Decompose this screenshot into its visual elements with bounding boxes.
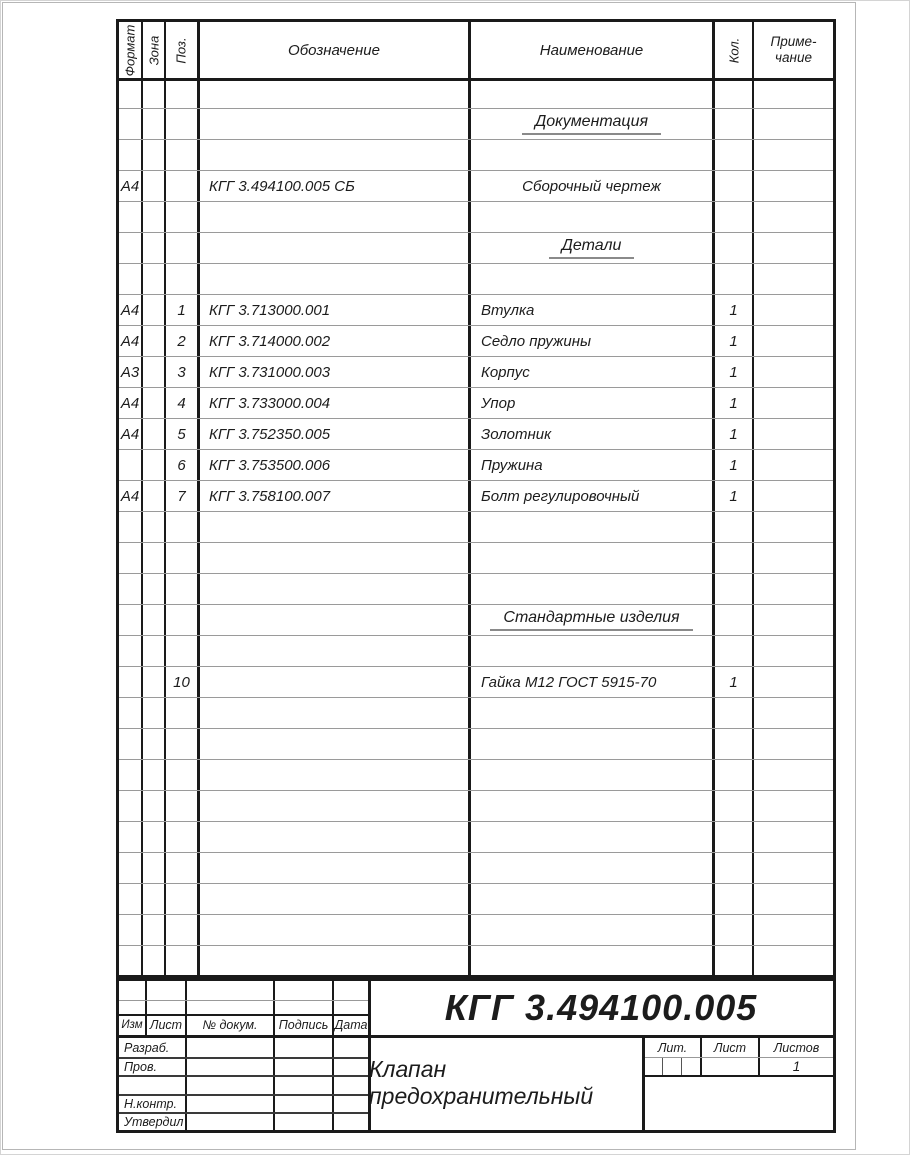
spec-cell-note: [754, 326, 833, 356]
spec-cell-note: [754, 543, 833, 573]
spec-cell-pos: 2: [177, 332, 186, 350]
spec-cell-designation: КГГ 3.752350.005: [209, 425, 331, 443]
spec-cell-zone: [143, 543, 164, 573]
spec-cell-pos: [166, 605, 197, 635]
spec-row-6: [119, 233, 833, 264]
spec-cell-note: [754, 915, 833, 945]
spec-cell-pos: [166, 171, 197, 201]
tb-lit-subline-1: [662, 1057, 663, 1075]
spec-cell-pos: 10: [173, 673, 190, 691]
spec-row-19: [119, 636, 833, 667]
tb-label-sheet: Лист: [713, 1040, 747, 1055]
spec-cell-designation: КГГ 3.713000.001: [209, 301, 331, 319]
spec-cell-pos: [166, 233, 197, 263]
spec-cell-name: Золотник: [481, 425, 552, 443]
spec-row-10: [119, 357, 833, 388]
spec-cell-designation: [200, 853, 468, 883]
spec-cell-format: [119, 543, 141, 573]
spec-row-28: [119, 915, 833, 946]
spec-cell-qty: [715, 698, 752, 728]
spec-row-8: [119, 295, 833, 326]
spec-cell-qty: [715, 946, 752, 980]
spec-cell-name: [471, 78, 712, 108]
spec-header-format: Формат: [122, 24, 138, 76]
spec-cell-note: [754, 667, 833, 697]
spec-cell-note: [754, 760, 833, 790]
spec-cell-format: А4: [120, 301, 140, 319]
spec-row-5: [119, 202, 833, 233]
tb-header-list: Лист: [149, 1018, 183, 1032]
spec-cell-qty: [715, 171, 752, 201]
spec-cell-format: [119, 946, 141, 980]
spec-cell-format: [119, 853, 141, 883]
spec-cell-name: [471, 915, 712, 945]
spec-cell-format: [119, 264, 141, 294]
spec-cell-zone: [143, 326, 164, 356]
spec-cell-qty: 1: [729, 301, 738, 319]
spec-cell-note: [754, 78, 833, 108]
spec-cell-format: [119, 109, 141, 139]
spec-cell-designation: [200, 233, 468, 263]
spec-cell-designation: [200, 78, 468, 108]
spec-cell-name: [471, 202, 712, 232]
spec-cell-qty: [715, 605, 752, 635]
spec-cell-format: А4: [120, 425, 140, 443]
spec-cell-format: [119, 636, 141, 666]
spec-cell-zone: [143, 636, 164, 666]
spec-cell-zone: [143, 357, 164, 387]
spec-cell-name: [471, 822, 712, 852]
spec-cell-designation: [200, 946, 468, 980]
spec-cell-format: [119, 140, 141, 170]
document-title: Клапан предохранительный: [369, 1055, 594, 1109]
tb-label-prov: Пров.: [124, 1060, 157, 1074]
spec-row-14: [119, 481, 833, 512]
spec-cell-note: [754, 636, 833, 666]
spec-cell-designation: [200, 822, 468, 852]
spec-cell-format: [119, 202, 141, 232]
spec-cell-zone: [143, 853, 164, 883]
spec-cell-zone: [143, 419, 164, 449]
spec-cell-format: А4: [120, 332, 140, 350]
spec-cell-note: [754, 791, 833, 821]
spec-cell-qty: [715, 574, 752, 604]
spec-row-7: [119, 264, 833, 295]
tb-line-list-dokum: [185, 981, 187, 1130]
spec-cell-designation: КГГ 3.714000.002: [209, 332, 331, 350]
spec-cell-qty: 1: [729, 487, 738, 505]
spec-row-23: [119, 760, 833, 791]
spec-cell-format: [119, 450, 141, 480]
spec-cell-qty: [715, 884, 752, 914]
spec-cell-qty: [715, 233, 752, 263]
spec-cell-pos: 1: [177, 301, 186, 319]
spec-cell-note: [754, 574, 833, 604]
spec-cell-pos: 4: [177, 394, 186, 412]
spec-cell-format: [119, 667, 141, 697]
spec-row-4: [119, 171, 833, 202]
spec-cell-pos: [166, 915, 197, 945]
spec-cell-pos: 7: [177, 487, 186, 505]
spec-cell-pos: [166, 574, 197, 604]
spec-cell-format: [119, 791, 141, 821]
spec-cell-qty: 1: [729, 425, 738, 443]
spec-cell-pos: [166, 264, 197, 294]
spec-cell-zone: [143, 698, 164, 728]
spec-cell-name: [471, 853, 712, 883]
tb-header-izm: Изм: [121, 1019, 143, 1031]
spec-cell-qty: [715, 109, 752, 139]
spec-cell-name: Упор: [481, 394, 516, 412]
spec-cell-designation: [200, 636, 468, 666]
spec-cell-note: [754, 264, 833, 294]
tb-header-dokum: № докум.: [202, 1018, 258, 1032]
spec-cell-format: [119, 884, 141, 914]
spec-cell-note: [754, 946, 833, 980]
spec-cell-name: [471, 109, 712, 139]
spec-cell-pos: [166, 946, 197, 980]
tb-label-sheets: Листов: [773, 1040, 820, 1055]
spec-cell-qty: [715, 729, 752, 759]
spec-cell-zone: [143, 729, 164, 759]
spec-cell-name: Гайка М12 ГОСТ 5915-70: [481, 673, 657, 691]
spec-cell-note: [754, 884, 833, 914]
spec-table: [116, 19, 836, 978]
spec-cell-name: [471, 574, 712, 604]
spec-cell-zone: [143, 171, 164, 201]
spec-cell-zone: [143, 915, 164, 945]
spec-cell-qty: [715, 78, 752, 108]
spec-cell-note: [754, 729, 833, 759]
spec-cell-name: [471, 636, 712, 666]
spec-cell-name: Сборочный чертеж: [522, 177, 661, 195]
title-block: [116, 978, 836, 1133]
spec-cell-pos: [166, 109, 197, 139]
spec-cell-designation: [200, 729, 468, 759]
spec-row-18: [119, 605, 833, 636]
spec-row-26: [119, 853, 833, 884]
spec-cell-qty: [715, 543, 752, 573]
spec-row-15: [119, 512, 833, 543]
spec-cell-format: [119, 512, 141, 542]
spec-cell-pos: [166, 822, 197, 852]
spec-cell-name: [471, 605, 712, 635]
tb-value-sheets: 1: [792, 1059, 801, 1074]
tb-label-nkontr: Н.контр.: [124, 1097, 177, 1111]
spec-cell-pos: [166, 512, 197, 542]
spec-cell-format: А3: [120, 363, 140, 381]
spec-cell-qty: 1: [729, 363, 738, 381]
tb-line-under-lit-values: [645, 1075, 833, 1077]
spec-row-22: [119, 729, 833, 760]
spec-header-note: Приме- чание: [770, 33, 817, 65]
spec-row-27: [119, 884, 833, 915]
spec-cell-zone: [143, 109, 164, 139]
spec-cell-zone: [143, 78, 164, 108]
spec-cell-name: [471, 543, 712, 573]
spec-cell-note: [754, 171, 833, 201]
spec-cell-qty: 1: [729, 332, 738, 350]
spec-cell-name: [471, 729, 712, 759]
spec-cell-zone: [143, 264, 164, 294]
spec-cell-format: [119, 698, 141, 728]
spec-row-2: [119, 109, 833, 140]
tb-lit-subline-2: [681, 1057, 682, 1075]
spec-cell-designation: [200, 202, 468, 232]
spec-header-row: [119, 22, 833, 81]
spec-cell-note: [754, 698, 833, 728]
spec-cell-name: [471, 512, 712, 542]
spec-cell-note: [754, 481, 833, 511]
spec-cell-name: Корпус: [481, 363, 530, 381]
spec-cell-zone: [143, 202, 164, 232]
spec-cell-pos: [166, 853, 197, 883]
spec-cell-qty: [715, 760, 752, 790]
spec-cell-pos: [166, 729, 197, 759]
spec-row-25: [119, 822, 833, 853]
spec-row-11: [119, 388, 833, 419]
spec-cell-name: [471, 233, 712, 263]
spec-cell-zone: [143, 481, 164, 511]
tb-label-row3: [119, 1077, 185, 1094]
spec-cell-name: [471, 140, 712, 170]
spec-cell-qty: 1: [729, 456, 738, 474]
spec-cell-note: [754, 450, 833, 480]
spec-header-pos: Поз.: [173, 36, 189, 64]
spec-cell-designation: [200, 760, 468, 790]
section-title: Стандартные изделия: [490, 609, 692, 631]
document-number: КГГ 3.494100.005: [444, 987, 758, 1028]
spec-cell-designation: КГГ 3.733000.004: [209, 394, 331, 412]
spec-cell-qty: [715, 853, 752, 883]
spec-row-9: [119, 326, 833, 357]
spec-cell-designation: [200, 109, 468, 139]
spec-cell-name: Втулка: [481, 301, 535, 319]
spec-cell-pos: [166, 543, 197, 573]
spec-cell-qty: [715, 512, 752, 542]
spec-cell-qty: [715, 822, 752, 852]
spec-cell-name: Болт регулировочный: [481, 487, 640, 505]
spec-cell-designation: [200, 605, 468, 635]
spec-cell-qty: 1: [729, 394, 738, 412]
spec-cell-qty: [715, 915, 752, 945]
spec-cell-format: А4: [120, 177, 140, 195]
spec-header-designation: Обозначение: [288, 41, 380, 59]
spec-cell-zone: [143, 388, 164, 418]
spec-cell-note: [754, 512, 833, 542]
spec-cell-format: [119, 605, 141, 635]
spec-cell-zone: [143, 140, 164, 170]
spec-cell-zone: [143, 450, 164, 480]
spec-cell-zone: [143, 822, 164, 852]
spec-cell-pos: [166, 140, 197, 170]
tb-label-razrab: Разраб.: [124, 1040, 170, 1055]
spec-row-24: [119, 791, 833, 822]
spec-cell-name: [471, 760, 712, 790]
tb-label-lit: Лит.: [657, 1040, 688, 1055]
spec-cell-pos: 6: [177, 456, 186, 474]
tb-line-dokum-podpis: [273, 981, 275, 1130]
spec-cell-name: [471, 264, 712, 294]
spec-cell-designation: [200, 791, 468, 821]
spec-cell-zone: [143, 791, 164, 821]
spec-cell-note: [754, 357, 833, 387]
spec-cell-note: [754, 295, 833, 325]
spec-cell-note: [754, 605, 833, 635]
spec-cell-designation: [200, 667, 468, 697]
spec-cell-zone: [143, 233, 164, 263]
tb-label-utverdil: Утвердил: [124, 1115, 184, 1129]
spec-row-20: [119, 667, 833, 698]
spec-cell-name: Пружина: [481, 456, 543, 474]
spec-cell-pos: 3: [177, 363, 186, 381]
spec-cell-zone: [143, 946, 164, 980]
spec-cell-designation: [200, 884, 468, 914]
spec-cell-qty: [715, 140, 752, 170]
spec-cell-pos: 5: [177, 425, 186, 443]
spec-cell-format: [119, 78, 141, 108]
spec-header-qty: Кол.: [726, 37, 741, 63]
spec-row-3: [119, 140, 833, 171]
spec-cell-name: [471, 791, 712, 821]
tb-row-line-a: [119, 1000, 368, 1001]
spec-cell-name: [471, 698, 712, 728]
spec-cell-designation: [200, 512, 468, 542]
spec-row-29: [119, 946, 833, 980]
spec-cell-zone: [143, 605, 164, 635]
spec-cell-designation: [200, 698, 468, 728]
spec-row-1: [119, 78, 833, 109]
spec-cell-note: [754, 109, 833, 139]
spec-cell-pos: [166, 202, 197, 232]
spec-cell-zone: [143, 760, 164, 790]
spec-cell-designation: КГГ 3.753500.006: [209, 456, 331, 474]
spec-cell-pos: [166, 884, 197, 914]
spec-cell-zone: [143, 884, 164, 914]
spec-cell-designation: [200, 915, 468, 945]
spec-cell-note: [754, 822, 833, 852]
spec-cell-format: [119, 915, 141, 945]
spec-cell-designation: [200, 543, 468, 573]
spec-cell-qty: 1: [729, 673, 738, 691]
spec-cell-zone: [143, 574, 164, 604]
spec-cell-note: [754, 388, 833, 418]
spec-cell-qty: [715, 791, 752, 821]
spec-cell-qty: [715, 636, 752, 666]
tb-line-podpis-data: [332, 981, 334, 1130]
spec-cell-format: [119, 822, 141, 852]
spec-cell-format: [119, 574, 141, 604]
spec-cell-designation: [200, 574, 468, 604]
spec-cell-format: А4: [120, 394, 140, 412]
spec-cell-zone: [143, 512, 164, 542]
spec-cell-name: [471, 884, 712, 914]
spec-cell-zone: [143, 667, 164, 697]
spec-cell-qty: [715, 202, 752, 232]
section-title: Документация: [522, 113, 661, 135]
spec-cell-designation: КГГ 3.758100.007: [209, 487, 331, 505]
spec-cell-format: А4: [120, 487, 140, 505]
tb-header-data: Дата: [334, 1018, 368, 1032]
spec-cell-name: Седло пружины: [481, 332, 591, 350]
section-title: Детали: [549, 237, 635, 259]
spec-cell-designation: КГГ 3.494100.005 СБ: [209, 177, 355, 195]
spec-row-17: [119, 574, 833, 605]
spec-cell-note: [754, 140, 833, 170]
spec-cell-format: [119, 233, 141, 263]
spec-cell-note: [754, 202, 833, 232]
spec-row-16: [119, 543, 833, 574]
spec-cell-pos: [166, 78, 197, 108]
spec-cell-pos: [166, 636, 197, 666]
spec-row-13: [119, 450, 833, 481]
spec-cell-designation: [200, 140, 468, 170]
spec-cell-note: [754, 233, 833, 263]
spec-row-12: [119, 419, 833, 450]
spec-cell-note: [754, 419, 833, 449]
spec-cell-zone: [143, 295, 164, 325]
tb-header-podpis: Подпись: [278, 1018, 329, 1032]
spec-cell-name: [471, 946, 712, 980]
spec-cell-pos: [166, 760, 197, 790]
spec-cell-format: [119, 729, 141, 759]
spec-cell-pos: [166, 791, 197, 821]
spec-cell-designation: [200, 264, 468, 294]
spec-cell-format: [119, 760, 141, 790]
spec-header-zone: Зона: [146, 35, 161, 65]
spec-header-name: Наименование: [539, 41, 644, 59]
spec-cell-pos: [166, 698, 197, 728]
spec-cell-designation: КГГ 3.731000.003: [209, 363, 331, 381]
spec-row-21: [119, 698, 833, 729]
spec-cell-qty: [715, 264, 752, 294]
spec-cell-note: [754, 853, 833, 883]
